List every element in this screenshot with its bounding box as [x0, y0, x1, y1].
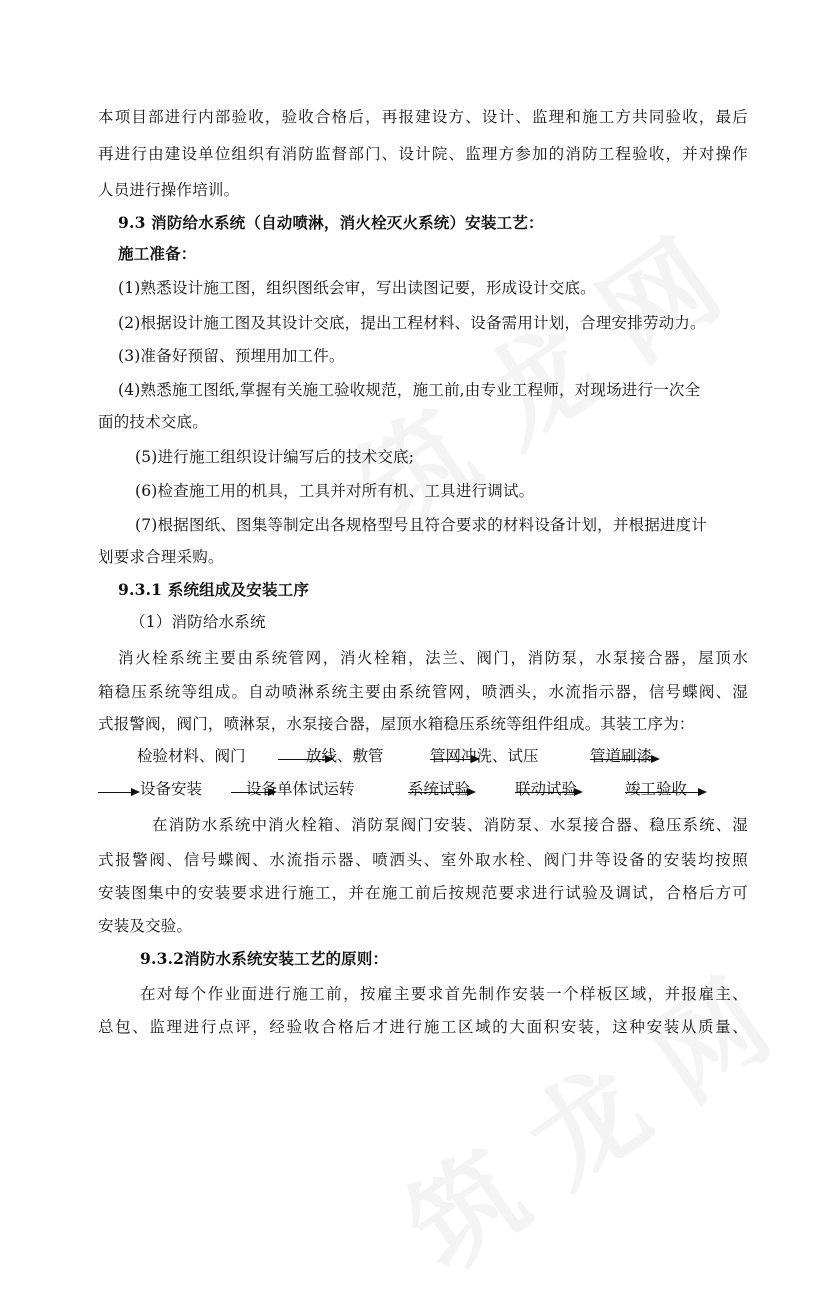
section-heading-9-3: 9.3 消防给水系统（自动喷淋，消火栓灭火系统）安装工艺：	[118, 213, 544, 232]
paragraph-line: 式报警阀、信号蝶阀、水流指示器、喷洒头、室外取水栓、阀门井等设备的安装均按照	[98, 851, 748, 869]
prep-item: (1)熟悉设计施工图，组织图纸会审，写出读图记要，形成设计交底。	[118, 279, 596, 297]
intro-line: 再进行由建设单位组织有消防监督部门、设计院、监理方参加的消防工程验收，并对操作	[98, 145, 748, 163]
flow-step: 设备安装	[140, 780, 203, 798]
prep-item: (4)熟悉施工图纸,掌握有关施工验收规范，施工前,由专业工程师，对现场进行一次全	[118, 381, 701, 399]
prep-item: (3)准备好预留、预埋用加工件。	[118, 347, 345, 365]
flow-step: 管网冲洗、试压	[430, 747, 539, 765]
flow-step: 放线、敷管	[306, 747, 384, 765]
paragraph-line: 安装图集中的安装要求进行施工，并在施工前后按规范要求进行试验及调试，合格后方可	[98, 884, 748, 902]
prep-item: (7)根据图纸、图集等制定出各规格型号且符合要求的材料设备计划，并根据进度计	[135, 516, 708, 534]
prep-item: (5)进行施工组织设计编写后的技术交底;	[135, 448, 415, 466]
flow-step: 系统试验	[408, 780, 471, 798]
prep-item: (6)检查施工用的机具，工具并对所有机、工具进行调试。	[135, 482, 535, 500]
paragraph-line: 安装及交验。	[98, 917, 193, 935]
flow-step: 设备单体试运转	[246, 780, 355, 798]
paragraph-line: 在对每个作业面进行施工前，按雇主要求首先制作安装一个样板区域，并报雇主、	[140, 985, 748, 1003]
paragraph-line: 在消防水系统中消火栓箱、消防泵阀门安装、消防泵、水泵接合器、稳压系统、湿	[152, 816, 748, 834]
intro-line: 人员进行操作培训。	[98, 181, 240, 199]
subheading: （1）消防给水系统	[130, 613, 266, 631]
paragraph-line: 箱稳压系统等组成。自动喷淋系统主要由系统管网，喷洒头，水流指示器，信号蝶阀、湿	[98, 683, 748, 701]
flow-step: 管道刷漆	[590, 747, 653, 765]
section-heading-9-3-1: 9.3.1 系统组成及安装工序	[118, 580, 310, 599]
flow-step: 联动试验	[515, 780, 578, 798]
paragraph-line: 消火栓系统主要由系统管网，消火栓箱，法兰、阀门，消防泵，水泵接合器，屋顶水	[118, 649, 748, 667]
flow-step: 检验材料、阀门	[137, 747, 246, 765]
flow-arrow	[98, 792, 138, 793]
intro-line: 本项目部进行内部验收，验收合格后，再报建设方、设计、监理和施工方共同验收，最后	[98, 108, 748, 126]
prep-item: 面的技术交底。	[98, 413, 208, 431]
prep-heading: 施工准备：	[118, 244, 197, 263]
paragraph-line: 总包、监理进行点评，经验收合格后才进行施工区域的大面积安装，这种安装从质量、	[98, 1018, 748, 1036]
section-heading-9-3-2: 9.3.2消防水系统安装工艺的原则：	[140, 949, 389, 968]
prep-item: 划要求合理采购。	[98, 548, 224, 566]
flow-step: 竣工验收	[625, 780, 688, 798]
prep-item: (2)根据设计施工图及其设计交底，提出工程材料、设备需用计划，合理安排劳动力。	[118, 314, 706, 332]
paragraph-line: 式报警阀，阀门，喷淋泵，水泵接合器，屋顶水箱稳压系统等组件组成。其装工序为：	[98, 715, 695, 733]
